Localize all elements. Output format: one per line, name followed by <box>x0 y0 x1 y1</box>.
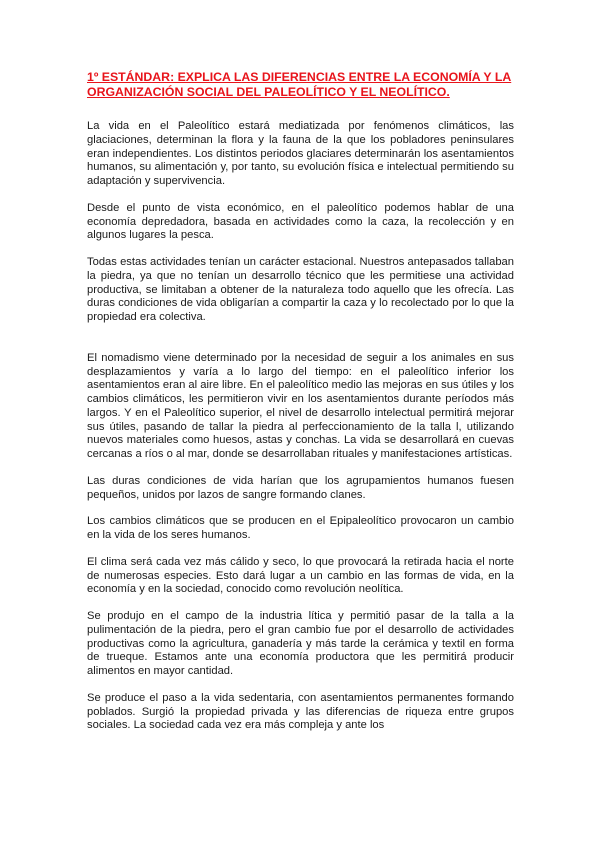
paragraph-epipaleolithic: Los cambios climáticos que se producen en el Epipaleolítico provocaron un cambio en la vida de los seres humanos. <box>87 515 514 541</box>
paragraph-sedentary-life: Se produce el paso a la vida sedentaria, con asentamientos permanentes formando poblados. Surgió la propiedad privada y las diferencias de riqueza entre grupos sociales. La sociedad cada vez era más compleja y ante los <box>87 691 514 732</box>
document-page <box>87 70 514 746</box>
paragraph-clans: Las duras condiciones de vida harían que los agrupamientos humanos fuesen pequeños, unidos por lazos de sangre formando clanes. <box>87 474 514 501</box>
document-heading: 1º ESTÁNDAR: EXPLICA LAS DIFERENCIAS ENTRE LA ECONOMÍA Y LA ORGANIZACIÓN SOCIAL DEL PALEOLÍTICO Y EL NEOLÍTICO. <box>87 70 512 99</box>
paragraph-paleolithic-economy: Desde el punto de vista económico, en el paleolítico podemos hablar de una economía depredadora, basada en actividades como la caza, la recolección y en algunos lugares la pesca. <box>87 201 514 242</box>
paragraph-nomadism: El nomadismo viene determinado por la necesidad de seguir a los animales en sus desplazamientos y varía a lo largo del tiempo: en el paleolítico inferior los asentamientos eran al aire libre. En el paleolítico medio las mejoras en sus útiles y los cambios climáticos, les permitieron vivir en los asentamientos durante períodos más largos. Y en el Paleolítico superior, el nivel de desarrollo intelectual permitirá mejorar sus útiles, pasando de tallar la piedra al perfeccionamiento de la talla l, utilizando nuevos materiales como huesos, astas y conchas. La vida se desarrollará en cuevas cercanas a ríos o al mar, donde se desarrollaban rituales y manifestaciones artísticas. <box>87 351 514 460</box>
paragraph-seasonal-activities: Todas estas actividades tenían un carácter estacional. Nuestros antepasados tallaban la piedra, ya que no tenían un desarrollo técnico que les permitiese una actividad productiva, se limitaban a obtener de la naturaleza todo aquello que les ofrecía. Las duras condiciones de vida obligarían a compartir la caza y lo recolectado por lo que la propiedad era colectiva. <box>87 256 514 323</box>
paragraph-neolithic-revolution: El clima será cada vez más cálido y seco, lo que provocará la retirada hacia el norte de numerosas especies. Esto dará lugar a un cambio en las formas de vida, en la economía y en la sociedad, conocido como revolución neolítica. <box>87 555 514 596</box>
paragraph-paleolithic-climate: La vida en el Paleolítico estará mediatizada por fenómenos climáticos, las glaciaciones, determinan la flora y la fauna de la que los pobladores peninsulares eran independientes. Los distintos periodos glaciares determinarán los asentamientos humanos, su alimentación y, por tanto, su evolución física e intelectual permitiendo su adaptación y supervivencia. <box>87 120 514 187</box>
paragraph-productive-economy: Se produjo en el campo de la industria lítica y permitió pasar de la talla a la pulimentación de la piedra, pero el gran cambio fue por el desarrollo de actividades productivas como la agricultura, ganadería y más tarde la cerámica y textil en forma de trueque. Estamos ante una economía productora que les permitirá producir alimentos en mayor cantidad. <box>87 610 514 677</box>
